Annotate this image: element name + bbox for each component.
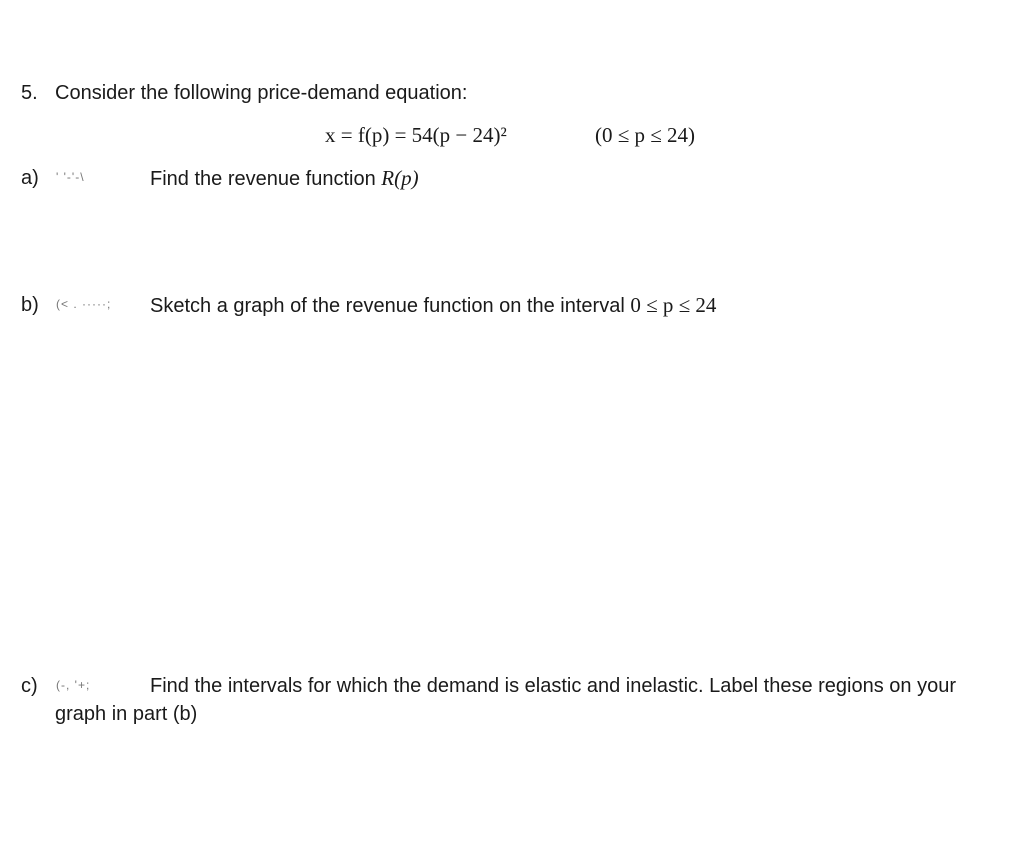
part-c-label: c) (21, 675, 38, 697)
part-b-question (150, 293, 716, 318)
part-a-question (150, 166, 419, 191)
part-b-question-text: Sketch a graph of the revenue function on the interval (150, 295, 631, 317)
problem-number: 5. (21, 82, 38, 104)
problem-heading (21, 81, 467, 105)
demand-equation: x = f(p) = 54(p − 24)² (325, 123, 507, 147)
part-a-question-math: R(p) (381, 166, 419, 190)
problem-intro: Consider the following price-demand equation: (55, 82, 468, 104)
part-c-points-smudge: (-, '+; (56, 678, 91, 692)
part-c-question-continued: graph in part (b) (55, 703, 198, 725)
part-a-question-text: Find the revenue function (150, 168, 382, 190)
part-b-question-math: 0 ≤ p ≤ 24 (630, 293, 717, 317)
part-b-points-smudge: (< . ·····; (56, 297, 112, 311)
part-c-question: Find the intervals for which the demand is elastic and inelastic. Label these regions on your (150, 675, 957, 697)
part-a-points-smudge: ' '-'-\ (56, 170, 85, 184)
part-b-label: b) (21, 294, 39, 316)
equation-domain: (0 ≤ p ≤ 24) (595, 123, 696, 147)
part-a-label: a) (21, 167, 39, 189)
